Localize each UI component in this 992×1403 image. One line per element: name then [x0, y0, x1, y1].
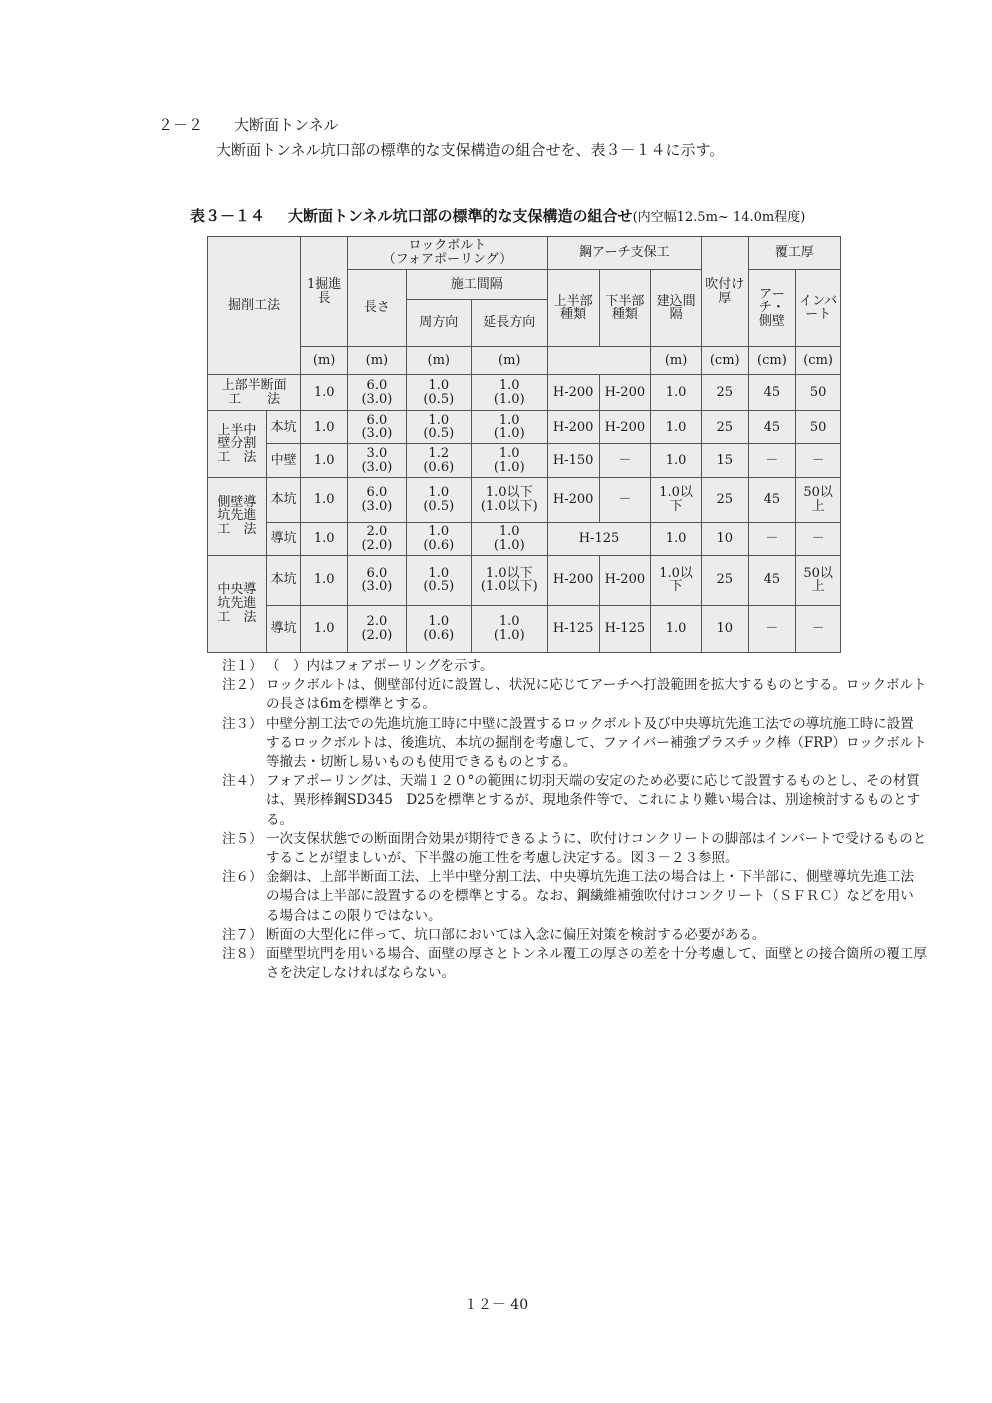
cell-arch: －: [748, 605, 796, 652]
cell-arch: 45: [748, 375, 796, 411]
header-method: 掘削工法: [208, 237, 301, 375]
section-heading: [158, 114, 339, 135]
cell-shotcrete: 10: [701, 605, 748, 652]
note-item: [222, 830, 927, 868]
cell-upper: H-125: [547, 605, 599, 652]
cell-longit: 1.0以下 (1.0以下): [471, 477, 547, 522]
cell-spacing: 1.0以下: [651, 477, 702, 522]
cell-shotcrete: 15: [701, 444, 748, 477]
unit-longit: (m): [471, 347, 547, 375]
cell-length: 6.0 (3.0): [347, 411, 406, 444]
group-label: 側壁導 坑先進 工 法: [208, 477, 267, 555]
cell-upper: H-150: [547, 444, 599, 477]
cell-invert: 50以上: [796, 555, 841, 605]
cell-advance: 1.0: [301, 605, 348, 652]
cell-upper: H-200: [547, 477, 599, 522]
header-spacing: 施工間隔: [406, 270, 547, 300]
note-label: 注４）: [222, 773, 263, 790]
cell-spacing: 1.0: [651, 444, 702, 477]
note-item: [222, 676, 927, 714]
cell-advance: 1.0: [301, 522, 348, 555]
cell-circ: 1.0 (0.5): [406, 477, 471, 522]
cell-invert: 50: [796, 375, 841, 411]
cell-spacing: 1.0: [651, 605, 702, 652]
cell-length: 2.0 (2.0): [347, 522, 406, 555]
cell-circ: 1.0 (0.5): [406, 411, 471, 444]
cell-length: 6.0 (3.0): [347, 375, 406, 411]
cell-circ: 1.0 (0.6): [406, 522, 471, 555]
group-label: 中央導 坑先進 工 法: [208, 555, 267, 652]
cell-circ: 1.2 (0.6): [406, 444, 471, 477]
header-lining: 覆工厚: [748, 237, 840, 270]
header-invert: インバ ート: [796, 270, 841, 347]
cell-invert: －: [796, 605, 841, 652]
cell-sub: 本坑: [266, 477, 301, 522]
caption-number: 表３－１４: [190, 207, 266, 225]
group-label: 上半中 壁分割 工 法: [208, 411, 267, 477]
cell-arch: 45: [748, 411, 796, 444]
table-row: [208, 477, 841, 522]
cell-longit: 1.0 (1.0): [471, 375, 547, 411]
unit-advance: (m): [301, 347, 348, 375]
note-text: 中壁分割工法での先進坑施工時に中壁に設置するロックボルト及び中央導坑先進工法での導坑施工時に設置するロックボルトは、後進坑、本坑の掘削を考慮して、ファイバー補強プラスチック棒（FRP）ロックボルト等撤去・切断し易いものも使用できるものとする。: [266, 715, 927, 771]
cell-circ: 1.0 (0.5): [406, 555, 471, 605]
unit-length: (m): [347, 347, 406, 375]
cell-upper: H-200: [547, 411, 599, 444]
cell-upper: H-200: [547, 375, 599, 411]
note-label: 注５）: [222, 830, 263, 847]
table-caption: [190, 205, 805, 226]
note-text: 面壁型坑門を用いる場合、面壁の厚さとトンネル覆工の厚さの差を十分考慮して、面壁との接合箇所の覆工厚さを決定しなければならない。: [266, 946, 927, 982]
note-label: 注８）: [222, 946, 263, 963]
table-row: [208, 555, 841, 605]
note-item: [222, 772, 927, 830]
table-row: [208, 605, 841, 652]
table-row: [208, 444, 841, 477]
unit-shotcrete: (cm): [701, 347, 748, 375]
cell-arch: 45: [748, 555, 796, 605]
support-table: [207, 236, 841, 653]
cell-shotcrete: 25: [701, 375, 748, 411]
unit-circ: (m): [406, 347, 471, 375]
notes-list: [222, 657, 927, 983]
cell-advance: 1.0: [301, 444, 348, 477]
note-label: 注７）: [222, 926, 263, 943]
cell-invert: 50: [796, 411, 841, 444]
unit-arch-spacing: (m): [651, 347, 702, 375]
note-item: [222, 945, 927, 983]
cell-shotcrete: 25: [701, 411, 748, 444]
cell-sub: 中壁: [266, 444, 301, 477]
cell-arch: －: [748, 522, 796, 555]
note-text: 断面の大型化に伴って、坑口部においては入念に偏圧対策を検討する必要がある。: [266, 926, 766, 943]
cell-sub: 導坑: [266, 522, 301, 555]
cell-advance: 1.0: [301, 477, 348, 522]
note-text: フォアポーリングは、天端１２０°の範囲に切羽天端の安定のため必要に応じて設置するものとし、その材質は、異形棒鋼SD345 D25を標準とするが、現地条件等で、これにより難い場合は、別途検討するものとする。: [266, 773, 921, 828]
header-longit: 延長方向: [471, 300, 547, 347]
header-length: 長さ: [347, 270, 406, 347]
header-lower-type: 下半部 種類: [599, 270, 651, 347]
rockbolt-sub-label: （フォアポーリング）: [382, 252, 513, 268]
header-advance: 1掘進長: [301, 237, 348, 347]
cell-shotcrete: 25: [701, 477, 748, 522]
section-number: ２－２: [158, 116, 204, 134]
cell-advance: 1.0: [301, 555, 348, 605]
cell-advance: 1.0: [301, 375, 348, 411]
rockbolt-label: ロックボルト: [408, 238, 487, 254]
cell-steel-merged: H-125: [547, 522, 650, 555]
unit-blank: [547, 347, 650, 375]
cell-circ: 1.0 (0.6): [406, 605, 471, 652]
cell-lower: H-200: [599, 411, 651, 444]
note-text: 金網は、上部半断面工法、上半中壁分割工法、中央導坑先進工法の場合は上・下半部に、側壁導坑先進工法の場合は上半部に設置するのを標準とする。なお、鋼繊維補強吹付けコンクリート（ＳＦＲＣ）などを用いる場合はこの限りではない。: [266, 869, 914, 924]
cell-sub: 本坑: [266, 555, 301, 605]
note-label: 注３）: [222, 715, 263, 732]
header-rockbolt: [347, 237, 547, 270]
cell-lower: －: [599, 477, 651, 522]
page-number: １２－ 40: [463, 1297, 529, 1313]
cell-longit: 1.0 (1.0): [471, 444, 547, 477]
unit-arch-side: (cm): [748, 347, 796, 375]
cell-arch: 45: [748, 477, 796, 522]
note-item: [222, 715, 927, 773]
cell-sub: 導坑: [266, 605, 301, 652]
note-item: [222, 657, 927, 676]
cell-upper: H-200: [547, 555, 599, 605]
note-label: 注６）: [222, 869, 263, 886]
table-row: [208, 522, 841, 555]
cell-longit: 1.0以下 (1.0以下): [471, 555, 547, 605]
cell-longit: 1.0 (1.0): [471, 411, 547, 444]
note-text: ロックボルトは、側壁部付近に設置し、状況に応じてアーチへ打設範囲を拡大するものとする。ロックボルトの長さは6mを標準とする。: [266, 677, 927, 713]
support-table-grid: [207, 236, 841, 653]
note-label: 注２）: [222, 677, 263, 694]
cell-spacing: 1.0: [651, 411, 702, 444]
header-arch-spacing: 建込間隔: [651, 270, 702, 347]
section-title: 大断面トンネル: [234, 116, 339, 134]
unit-invert: (cm): [796, 347, 841, 375]
group-label: 上部半断面 工 法: [208, 375, 301, 411]
caption-title: 大断面トンネル坑口部の標準的な支保構造の組合せ: [288, 207, 633, 225]
cell-advance: 1.0: [301, 411, 348, 444]
header-steel-arch: 鋼アーチ支保工: [547, 237, 701, 270]
header-circ: 周方向: [406, 300, 471, 347]
cell-spacing: 1.0: [651, 522, 702, 555]
note-text: （ ）内はフォアポーリングを示す。: [266, 658, 494, 674]
header-upper-type: 上半部 種類: [547, 270, 599, 347]
table-row: [208, 375, 841, 411]
cell-length: 6.0 (3.0): [347, 555, 406, 605]
caption-note: (内空幅12.5m~ 14.0m程度): [632, 210, 806, 225]
cell-sub: 本坑: [266, 411, 301, 444]
cell-invert: －: [796, 444, 841, 477]
note-item: [222, 926, 927, 945]
note-text: 一次支保状態での断面閉合効果が期待できるように、吹付けコンクリートの脚部はインバートで受けるものとすることが望ましいが、下半盤の施工性を考慮し決定する。図３－２３参照。: [266, 830, 927, 867]
cell-lower: H-125: [599, 605, 651, 652]
cell-longit: 1.0 (1.0): [471, 522, 547, 555]
cell-spacing: 1.0: [651, 375, 702, 411]
note-label: 注１）: [222, 658, 263, 674]
cell-lower: －: [599, 444, 651, 477]
cell-arch: －: [748, 444, 796, 477]
cell-shotcrete: 10: [701, 522, 748, 555]
cell-spacing: 1.0以下: [651, 555, 702, 605]
cell-lower: H-200: [599, 555, 651, 605]
cell-invert: 50以上: [796, 477, 841, 522]
header-arch-side: アーチ・ 側壁: [748, 270, 796, 347]
note-item: [222, 868, 927, 926]
header-shotcrete: 吹付け厚: [701, 237, 748, 347]
cell-length: 2.0 (2.0): [347, 605, 406, 652]
cell-length: 3.0 (3.0): [347, 444, 406, 477]
cell-invert: －: [796, 522, 841, 555]
cell-longit: 1.0 (1.0): [471, 605, 547, 652]
cell-circ: 1.0 (0.5): [406, 375, 471, 411]
table-row: [208, 411, 841, 444]
cell-length: 6.0 (3.0): [347, 477, 406, 522]
cell-shotcrete: 25: [701, 555, 748, 605]
cell-lower: H-200: [599, 375, 651, 411]
section-intro: 大断面トンネル坑口部の標準的な支保構造の組合せを、表３－１４に示す。: [216, 141, 725, 159]
